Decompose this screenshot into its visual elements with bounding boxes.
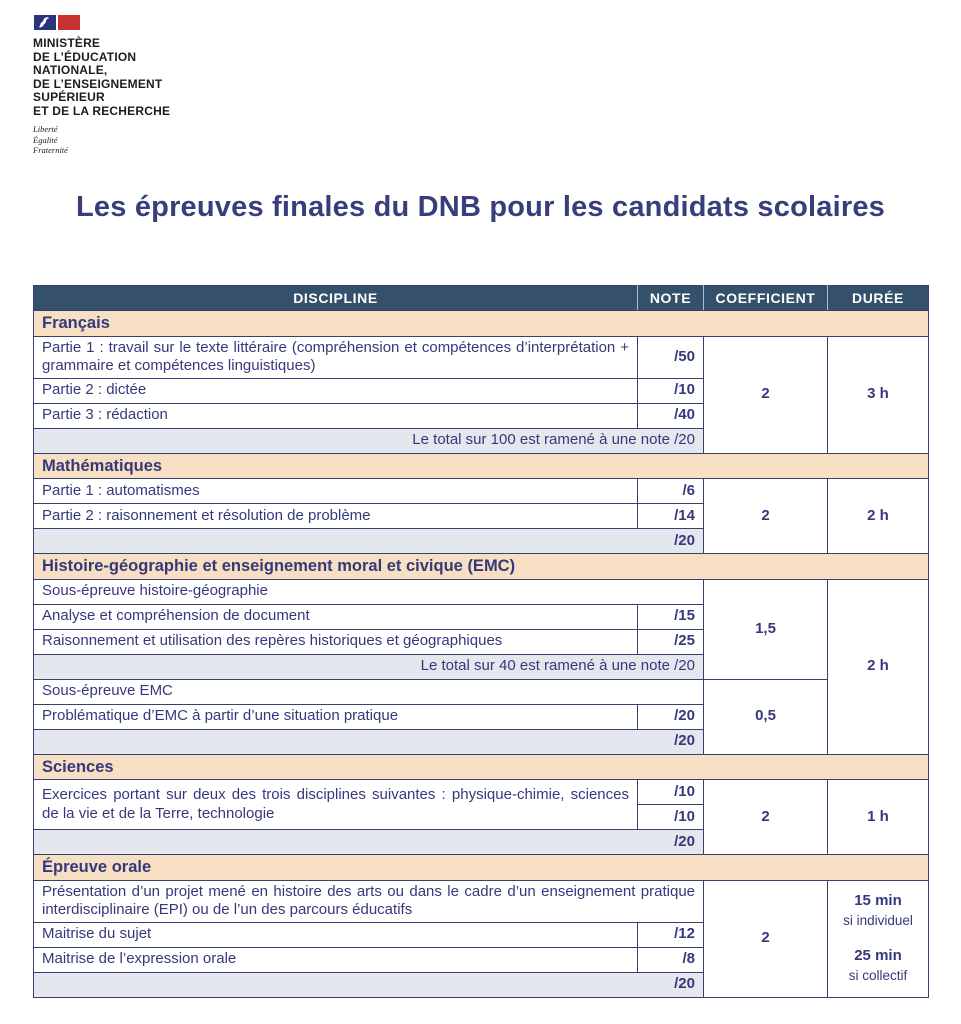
duration-value: 1 h (828, 780, 929, 855)
note-value: /12 (638, 922, 704, 947)
section-header-sciences (34, 754, 929, 780)
note-value: /20 (638, 704, 704, 729)
section-title: Mathématiques (34, 453, 929, 479)
section-title: Épreuve orale (34, 855, 929, 881)
ministry-name (33, 37, 170, 118)
note-value: /6 (638, 479, 704, 504)
row-label: Partie 2 : raisonnement et résolution de problème (34, 504, 638, 529)
ministry-name-line: ET DE LA RECHERCHE (33, 103, 171, 118)
duration-value: 25 min (854, 946, 902, 964)
section-title: Français (34, 311, 929, 337)
note-value: /10 (638, 805, 704, 830)
motto-line: Liberté (33, 124, 58, 134)
motto-line: Fraternité (33, 145, 68, 155)
row-label: Partie 1 : travail sur le texte littéraire (compréhension et compétences d’interprétation + grammaire et compétences linguistiques) (34, 336, 638, 378)
note-value: /15 (638, 604, 704, 629)
duration-value: 2 h (828, 479, 929, 554)
row-label: Partie 1 : automatismes (34, 479, 638, 504)
marianne-icon (37, 16, 53, 29)
table-row (34, 679, 929, 704)
flag-blue-block (34, 15, 56, 30)
total-row-label: /20 (34, 972, 704, 997)
section-title: Histoire-géographie et enseignement moral et civique (EMC) (34, 554, 929, 580)
row-label: Partie 2 : dictée (34, 378, 638, 403)
ministry-name-line: NATIONALE, (33, 63, 108, 77)
subsection-header: Sous-épreuve histoire-géographie (34, 579, 704, 604)
oral-duration (836, 892, 920, 986)
duration-qualifier: si collectif (848, 968, 908, 983)
row-label: Présentation d’un projet mené en histoire des arts ou dans le cadre d’un enseignement pratique interdisciplinaire (EPI) ou de l’un des parcours éducatifs (34, 880, 704, 922)
section-header-francais (34, 311, 929, 337)
exam-table (33, 285, 929, 998)
motto-line: Égalité (33, 134, 58, 145)
coefficient-value: 2 (704, 479, 828, 554)
ministry-name-line: MINISTÈRE (33, 36, 101, 50)
table-row (34, 336, 929, 378)
ministry-name-line: DE L’ÉDUCATION (33, 49, 137, 64)
row-label: Partie 3 : rédaction (34, 403, 638, 428)
row-label: Problématique d’EMC à partir d’une situation pratique (34, 704, 638, 729)
note-value: /50 (638, 336, 704, 378)
total-row-label: /20 (34, 830, 704, 855)
note-value: /10 (638, 378, 704, 403)
ministry-name-line: DE L’ENSEIGNEMENT (33, 76, 163, 91)
duration-individual (843, 892, 913, 931)
row-label: Analyse et compréhension de document (34, 604, 638, 629)
section-header-epreuve-orale (34, 855, 929, 881)
column-header-duree: DURÉE (828, 286, 929, 311)
duration-qualifier: si individuel (843, 913, 913, 928)
note-value: /8 (638, 947, 704, 972)
total-row-label: Le total sur 100 est ramené à une note /20 (34, 428, 704, 453)
section-title: Sciences (34, 754, 929, 780)
subsection-header: Sous-épreuve EMC (34, 679, 704, 704)
note-value: /40 (638, 403, 704, 428)
flag-red-block (58, 15, 80, 30)
table-header-row (34, 286, 929, 311)
table-row (34, 880, 929, 922)
coefficient-value: 2 (704, 880, 828, 997)
ministry-name-line: SUPÉRIEUR (33, 90, 105, 104)
table-row (34, 579, 929, 604)
row-label: Maitrise du sujet (34, 922, 638, 947)
total-row-label: /20 (34, 729, 704, 754)
row-label: Raisonnement et utilisation des repères historiques et géographiques (34, 629, 638, 654)
motto (33, 124, 170, 156)
duration-value: 2 h (828, 579, 929, 754)
row-label: Maitrise de l’expression orale (34, 947, 638, 972)
column-header-discipline: DISCIPLINE (34, 286, 638, 311)
page-title: Les épreuves finales du DNB pour les candidats scolaires (76, 191, 885, 223)
section-header-mathematiques (34, 453, 929, 479)
coefficient-value: 1,5 (704, 579, 828, 679)
note-value: /10 (638, 780, 704, 805)
duration-cell (828, 880, 929, 997)
row-label: Exercices portant sur deux des trois disciplines suivantes : physique-chimie, sciences de la vie et de la Terre, technologie (34, 780, 638, 830)
coefficient-value: 2 (704, 336, 828, 453)
table-row (34, 780, 929, 805)
note-value: /14 (638, 504, 704, 529)
total-row-label: Le total sur 40 est ramené à une note /20 (34, 654, 704, 679)
table-row (34, 479, 929, 504)
duration-value: 3 h (828, 336, 929, 453)
duration-value: 15 min (854, 891, 902, 909)
duration-collective (849, 947, 908, 986)
note-value: /25 (638, 629, 704, 654)
column-header-note: NOTE (638, 286, 704, 311)
coefficient-value: 2 (704, 780, 828, 855)
section-header-histoire-geo-emc (34, 554, 929, 580)
french-flag-icon (34, 15, 170, 30)
ministry-logo (33, 15, 170, 156)
column-header-coefficient: COEFFICIENT (704, 286, 828, 311)
coefficient-value: 0,5 (704, 679, 828, 754)
total-row-label: /20 (34, 529, 704, 554)
